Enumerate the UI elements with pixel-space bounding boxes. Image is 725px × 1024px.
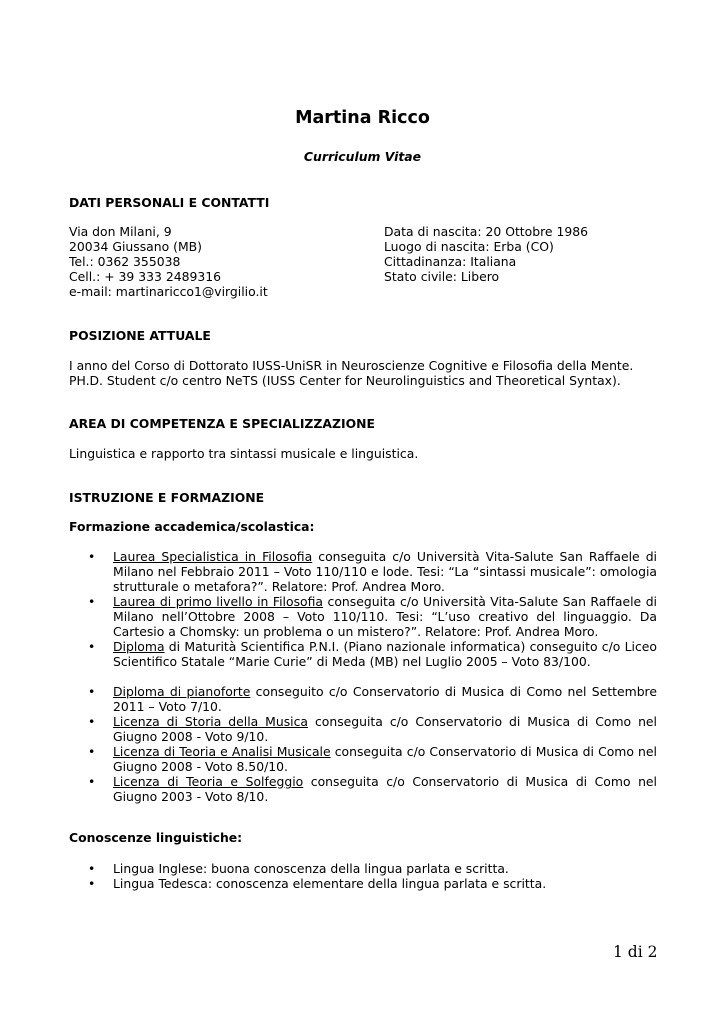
cv-subtitle: Curriculum Vitae (303, 149, 422, 164)
bullet-icon: • (88, 861, 96, 876)
degree-details: conseguita c/o Conservatorio di Musica di Como nel Giugno 2008 - Voto 8.50/10. (113, 744, 657, 774)
marital-status: Stato civile: Libero (384, 269, 500, 284)
bullet-icon: • (88, 684, 96, 699)
bullet-icon: • (88, 774, 96, 789)
degree-title: Diploma di pianoforte (113, 684, 251, 699)
degree-title: Licenza di Teoria e Analisi Musicale (113, 744, 331, 759)
list-item (69, 714, 657, 744)
contact-address: Via don Milani, 9 (69, 224, 172, 239)
degree-details: conseguito c/o Conservatorio di Musica di Como nel Settembre 2011 – Voto 7/10. (113, 684, 658, 714)
bullet-icon: • (88, 876, 96, 891)
cv-name: Martina Ricco (295, 108, 430, 128)
education-subheading: Formazione accademica/scolastica: (69, 519, 315, 534)
birth-place: Luogo di nascita: Erba (CO) (384, 239, 554, 254)
section-heading-area: AREA DI COMPETENZA E SPECIALIZZAZIONE (69, 416, 375, 431)
list-item (69, 594, 657, 639)
languages-subheading: Conoscenze linguistiche: (69, 830, 243, 845)
education-list (69, 549, 657, 804)
degree-details: conseguita c/o Conservatorio di Musica di Como nel Giugno 2003 - Voto 8/10. (113, 774, 657, 804)
language-item: Lingua Inglese: buona conoscenza della lingua parlata e scritta. (113, 861, 509, 876)
degree-title: Licenza di Teoria e Solfeggio (113, 774, 304, 789)
section-heading-personal: DATI PERSONALI E CONTATTI (69, 195, 270, 210)
personal-info-column (384, 224, 588, 284)
degree-details: conseguita c/o Università Vita-Salute San Raffaele di Milano nell’Ottobre 2008 – Voto 110/110. Tesi: “L’uso creativo del linguaggio. Da Cartesio a Chomsky: un problema o un mistero?”. Relatore: Prof. Andrea Moro. (113, 594, 657, 639)
degree-title: Laurea di primo livello in Filosofia (113, 594, 324, 609)
bullet-icon: • (88, 594, 96, 609)
contact-email: e-mail: martinaricco1@virgilio.it (69, 284, 268, 299)
list-item (69, 774, 657, 804)
bullet-icon: • (88, 714, 96, 729)
bullet-icon: • (88, 744, 96, 759)
degree-title: Licenza di Storia della Musica (113, 714, 309, 729)
degree-title: Laurea Specialistica in Filosofia (113, 549, 313, 564)
list-item (69, 549, 657, 594)
area-text (69, 446, 659, 461)
list-item (69, 639, 657, 669)
citizenship: Cittadinanza: Italiana (384, 254, 517, 269)
bullet-icon: • (88, 639, 96, 654)
bullet-icon: • (88, 549, 96, 564)
list-item (69, 684, 657, 714)
list-item (69, 744, 657, 774)
section-heading-education: ISTRUZIONE E FORMAZIONE (69, 490, 265, 505)
language-item: Lingua Tedesca: conoscenza elementare della lingua parlata e scritta. (113, 876, 547, 891)
position-line: PH.D. Student c/o centro NeTS (IUSS Center for Neurolinguistics and Theoretical Syntax). (69, 373, 621, 388)
area-line: Linguistica e rapporto tra sintassi musicale e linguistica. (69, 446, 419, 461)
degree-details: conseguita c/o Conservatorio di Musica di Como nel Giugno 2008 - Voto 9/10. (113, 714, 657, 744)
page-number: 1 di 2 (613, 943, 658, 961)
birth-date: Data di nascita: 20 Ottobre 1986 (384, 224, 589, 239)
contact-city: 20034 Giussano (MB) (69, 239, 202, 254)
contact-mobile: Cell.: + 39 333 2489316 (69, 269, 222, 284)
degree-details: di Maturità Scientifica P.N.I. (Piano nazionale informatica) conseguito c/o Liceo Scientifico Statale “Marie Curie” di Meda (MB) nel Luglio 2005 – Voto 83/100. (113, 639, 657, 669)
position-text (69, 358, 659, 388)
degree-details: conseguita c/o Università Vita-Salute San Raffaele di Milano nel Febbraio 2011 – Voto 110/110 e lode. Tesi: “La “sintassi musicale”: omologia strutturale o metafora?”. Relatore: Prof. Andrea Moro. (113, 549, 658, 594)
contact-column (69, 224, 268, 299)
section-heading-position: POSIZIONE ATTUALE (69, 328, 211, 343)
languages-list (69, 861, 657, 891)
contact-phone: Tel.: 0362 355038 (69, 254, 181, 269)
list-item (69, 861, 657, 876)
list-item (69, 876, 657, 891)
position-line: I anno del Corso di Dottorato IUSS-UniSR in Neuroscienze Cognitive e Filosofia della Mente. (69, 358, 634, 373)
degree-title: Diploma (113, 639, 165, 654)
